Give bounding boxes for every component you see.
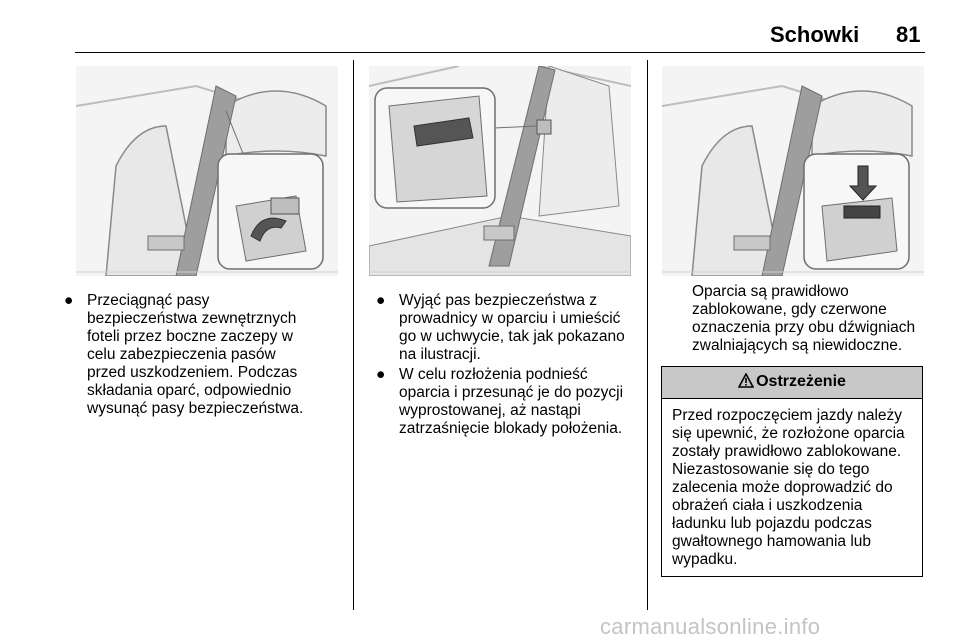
warning-title: Ostrzeżenie bbox=[756, 373, 846, 390]
page-number: 81 bbox=[896, 22, 921, 47]
page-section-title: Schowki bbox=[770, 22, 860, 47]
bullet-marker: ● bbox=[376, 366, 386, 383]
column-divider bbox=[353, 60, 354, 610]
illustration-belt-guide bbox=[369, 66, 631, 276]
warning-text: Przed rozpoczęciem jazdy należy się upewnić, że rozłożone oparcia zostały prawidłowo zablokowane. Niezastosowanie się do tego zalecenia może doprowadzić do obrażeń ciała i uszkodzenia ładunku lub pojazdu podczas gwałtownego hamowania lub wypadku. bbox=[672, 407, 905, 568]
warning-header bbox=[662, 367, 922, 399]
bullet-text: W celu rozłożenia podnieść oparcia i przesunąć je do pozycji wyprostowanej, aż nastąpi zatrzaśnięcie blokady położenia. bbox=[399, 366, 624, 437]
bullet-marker: ● bbox=[376, 292, 386, 309]
warning-triangle-icon bbox=[738, 373, 754, 388]
column-divider bbox=[647, 60, 648, 610]
bullet-text: Wyjąć pas bezpieczeństwa z prowadnicy w oparciu i umieścić go w uchwycie, tak jak pokazano na ilustracji. bbox=[399, 292, 625, 363]
illustration-release-marks bbox=[662, 66, 924, 276]
paragraph: Oparcia są prawidłowo zablokowane, gdy czerwone oznaczenia przy obu dźwigniach zwalniających są niewidoczne. bbox=[692, 283, 916, 354]
header-rule bbox=[75, 52, 925, 53]
bullet-text: Przeciągnąć pasy bezpieczeństwa zewnętrznych foteli przez boczne zaczepy w celu zabezpieczenia pasów przed uszkodzeniem. Podczas składania oparć, odpowiednio wysunąć pasy bezpieczeństwa. bbox=[87, 292, 304, 417]
warning-box bbox=[661, 366, 923, 577]
illustration-seatbelt-hook bbox=[76, 66, 338, 276]
watermark: carmanualsonline.info bbox=[600, 614, 821, 639]
bullet-marker: ● bbox=[64, 292, 74, 309]
